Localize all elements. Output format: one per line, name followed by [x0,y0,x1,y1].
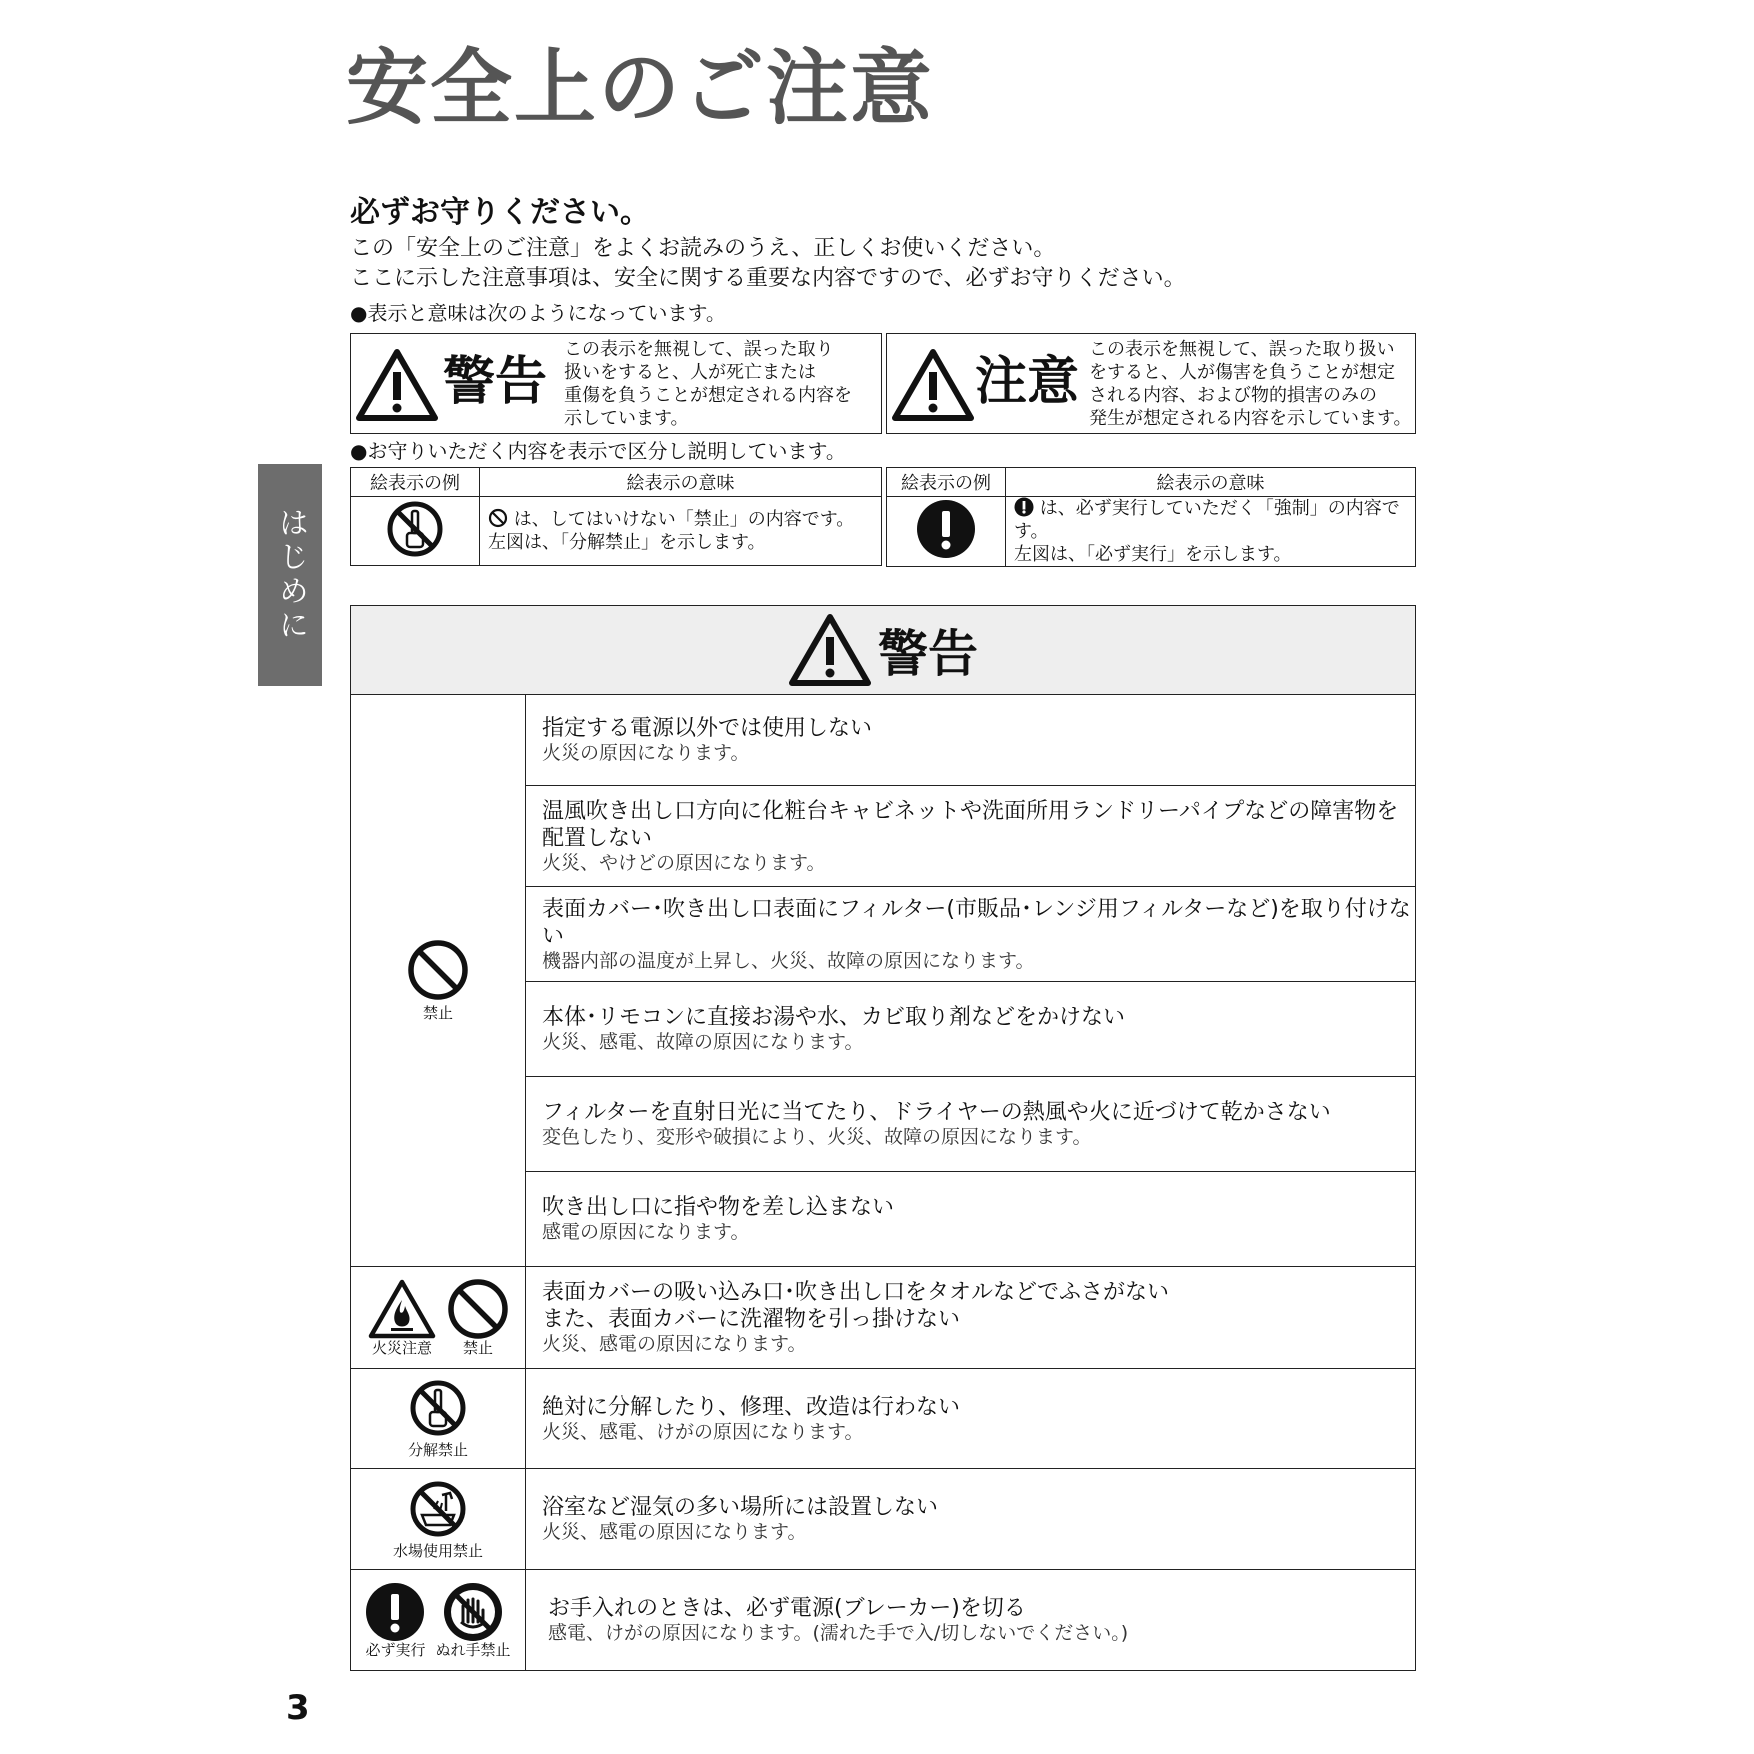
example-table-mandatory [886,467,1416,567]
no-wet-hands-icon [443,1582,503,1642]
rule-reason: 火災、感電、故障の原因になります。 [542,1031,864,1053]
warning-table [350,605,1416,1671]
signal-caution-word: 注意 [975,352,1080,412]
intro-bullet-1: ●表示と意味は次のようになっています。 [350,301,726,325]
meaning-col-header: 絵表示の意味 [480,468,882,497]
rule-row [526,695,1416,786]
rule-title: 浴室など湿気の多い場所には設置しない [542,1495,939,1520]
mandatory-icon [365,1582,425,1642]
intro-line-1: この「安全上のご注意」をよくお読みのうえ、正しくお使いください。 [350,236,1056,261]
meaning-col-header-2: 絵表示の意味 [1006,468,1416,497]
example-col-header-2: 絵表示の例 [887,468,1006,497]
rule-reason: 機器内部の温度が上昇し、火災、故障の原因になります。 [542,949,1035,972]
signal-caution-desc: この表示を無視して、誤った取り扱い をすると、人が傷害を負うことが想定 される内容、および物的損害のみの 発生が想定される内容を示しています。 [1089,339,1412,429]
example-mandatory-line1: は、必ず実行していただく「強制」の内容です。 [1014,498,1400,542]
rule-reason: 感電、けがの原因になります。(濡れた手で入/切しないでください。) [548,1622,1129,1644]
no-water-area-icon [408,1479,468,1539]
rule-title: 絶対に分解したり、修理、改造は行わない [542,1394,961,1420]
rule-row-disassemble [526,1369,1416,1469]
no-wet-hands-label: ぬれ手禁止 [435,1640,511,1659]
example-prohibit-line2: 左図は、「分解禁止」を示します。 [488,532,766,553]
rule-row-water [526,1469,1416,1570]
example-table-prohibit [350,467,882,566]
rule-row [526,1172,1416,1267]
mandatory-label: 必ず実行 [365,1640,426,1659]
fire-caution-label: 火災注意 [371,1339,432,1358]
rule-title: フィルターを直射日光に当てたり、ドライヤーの熱風や火に近づけて乾かさない [542,1100,1331,1125]
disassemble-icon-cell [351,1369,526,1469]
fire-icon-cell [351,1267,526,1369]
prohibit-icon-cell [351,695,526,1267]
warning-triangle-icon [355,348,439,422]
rule-row [526,982,1416,1077]
rule-title: 指定する電源以外では使用しない [542,716,873,741]
intro-bullet-2: ●お守りいただく内容を表示で区分し説明しています。 [350,439,846,463]
page-title: 安全上のご注意 [346,41,935,136]
signal-warning-box [350,333,882,434]
rule-reason: 感電の原因になります。 [542,1221,750,1243]
signal-warning-word: 警告 [443,352,548,412]
rule-title: お手入れのときは、必ず電源(ブレーカー)を切る [548,1596,1026,1621]
rule-row-fire [526,1267,1416,1369]
example-prohibit-line1: は、してはいけない「禁止」の内容です。 [508,509,855,530]
warning-header [351,606,1416,695]
intro-heading: 必ずお守りください。 [350,195,650,230]
prohibition-icon [447,1278,509,1340]
fire-caution-icon [367,1278,437,1340]
rule-row [526,1077,1416,1172]
prohibit-label: 禁止 [422,1004,453,1023]
example-col-header: 絵表示の例 [351,468,480,497]
example-mandatory-line2: 左図は、「必ず実行」を示します。 [1014,544,1292,565]
rule-reason: 火災、やけどの原因になります。 [542,851,826,874]
rule-title: 表面カバー･吹き出し口表面にフィルター(市販品･レンジ用フィルターなど)を取り付けない [542,896,1411,949]
rule-row [526,786,1416,887]
rule-title: 温風吹き出し口方向に化粧台キャビネットや洗面所用ランドリーパイプなどの障害物を 配置しない [542,798,1399,851]
no-disassembly-icon [385,499,445,559]
intro-line-2: ここに示した注意事項は、安全に関する重要な内容ですので、必ずお守りください。 [350,266,1186,291]
example-prohibit-icon-cell [351,497,480,566]
warning-triangle-icon [788,613,872,687]
rule-row [526,887,1416,982]
water-icon-cell [351,1469,526,1570]
rule-reason: 変色したり、変形や破損により、火災、故障の原因になります。 [542,1126,1092,1148]
mandatory-icon [916,499,976,559]
example-mandatory-icon-cell [887,497,1006,567]
disassemble-label: 分解禁止 [407,1441,468,1460]
rule-title: 本体･リモコンに直接お湯や水、カビ取り剤などをかけない [542,1005,1126,1030]
signal-warning-desc: この表示を無視して、誤った取り 扱いをすると、人が死亡または 重傷を負うことが想定される内容を 示しています。 [564,339,852,429]
rule-reason: 火災、感電の原因になります。 [542,1521,807,1543]
example-mandatory-desc [1006,497,1416,567]
example-prohibit-desc [480,497,882,566]
rule-title: 表面カバーの吸い込み口･吹き出し口をタオルなどでふさがない また、表面カバーに洗濯物を引っ掛けない [542,1280,1170,1332]
mandatory-small-icon [1014,497,1034,517]
page-number: 3 [286,1688,310,1728]
water-label: 水場使用禁止 [392,1541,483,1560]
power-icon-cell [351,1570,526,1671]
warning-header-word: 警告 [878,625,978,683]
rule-title: 吹き出し口に指や物を差し込まない [542,1195,895,1220]
prohibition-icon [407,939,469,1001]
rule-reason: 火災の原因になります。 [542,742,750,764]
fire-prohibit-label: 禁止 [462,1339,493,1358]
no-disassembly-icon [408,1378,468,1438]
rule-reason: 火災、感電、けがの原因になります。 [542,1420,864,1443]
rule-reason: 火災、感電の原因になります。 [542,1333,807,1355]
prohibition-small-icon [488,508,508,528]
rule-row-power [526,1570,1416,1671]
signal-caution-box [886,333,1416,434]
caution-triangle-icon [891,348,975,422]
side-tab: はじめに [258,464,322,686]
